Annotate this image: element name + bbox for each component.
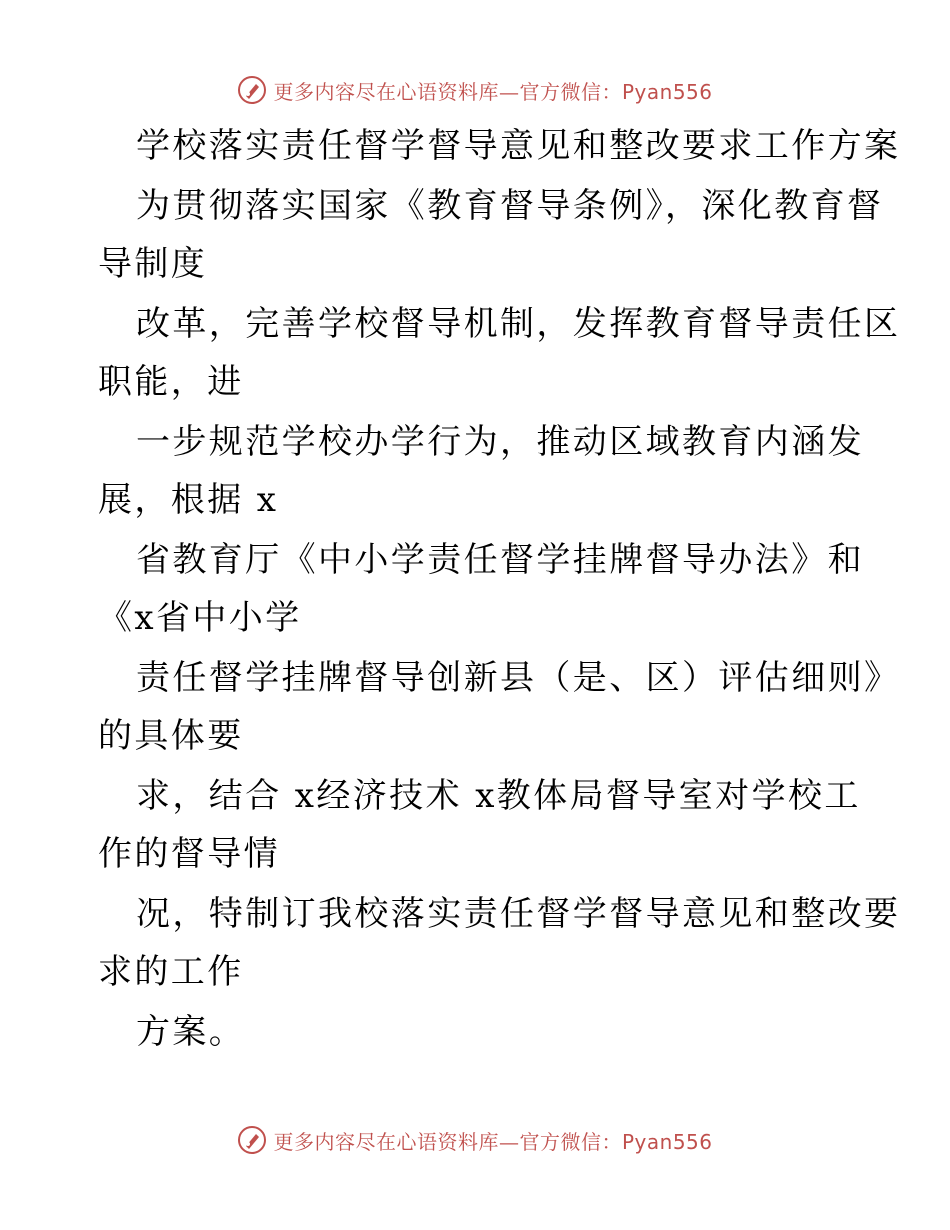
footer-banner [0, 1120, 950, 1160]
paragraph-line: 一步规范学校办学行为，推动区域教育内涵发 [136, 422, 864, 462]
wechat-handle: Pyan556 [621, 1129, 713, 1154]
paragraph-line: 求，结合 x经济技术 x教体局督导室对学校工 [136, 776, 861, 816]
header-banner [0, 70, 950, 110]
paragraph-line: 为贯彻落实国家《教育督导条例》，深化教育督 [136, 186, 884, 226]
paragraph-line: 作的督导情 [98, 834, 280, 874]
document-title: 学校落实责任督学督导意见和整改要求工作方案 [136, 126, 901, 166]
paragraph-line: 责任督学挂牌督导创新县（是、区）评估细则》 [136, 658, 901, 698]
paragraph-line: 职能，进 [98, 362, 244, 402]
paragraph-line: 况，特制订我校落实责任督学督导意见和整改要 [136, 894, 901, 934]
paragraph-line: 省教育厅《中小学责任督学挂牌督导办法》和 [136, 540, 864, 580]
banner-text: 更多内容尽在心语资料库—官方微信：Pyan556 [273, 79, 713, 104]
pen-logo-icon [237, 75, 267, 105]
paragraph-line: 的具体要 [98, 716, 244, 756]
wechat-handle: Pyan556 [621, 79, 713, 104]
paragraph-line: 求的工作 [98, 952, 244, 992]
paragraph-line: 展，根据 x [98, 480, 279, 520]
paragraph-line: 导制度 [98, 244, 208, 284]
paragraph-line: 改革，完善学校督导机制，发挥教育督导责任区 [136, 304, 901, 344]
paragraph-line: 《x省中小学 [98, 598, 302, 638]
paragraph-line: 方案。 [136, 1012, 246, 1052]
pen-logo-icon [237, 1125, 267, 1155]
banner-text: 更多内容尽在心语资料库—官方微信：Pyan556 [273, 1129, 713, 1154]
